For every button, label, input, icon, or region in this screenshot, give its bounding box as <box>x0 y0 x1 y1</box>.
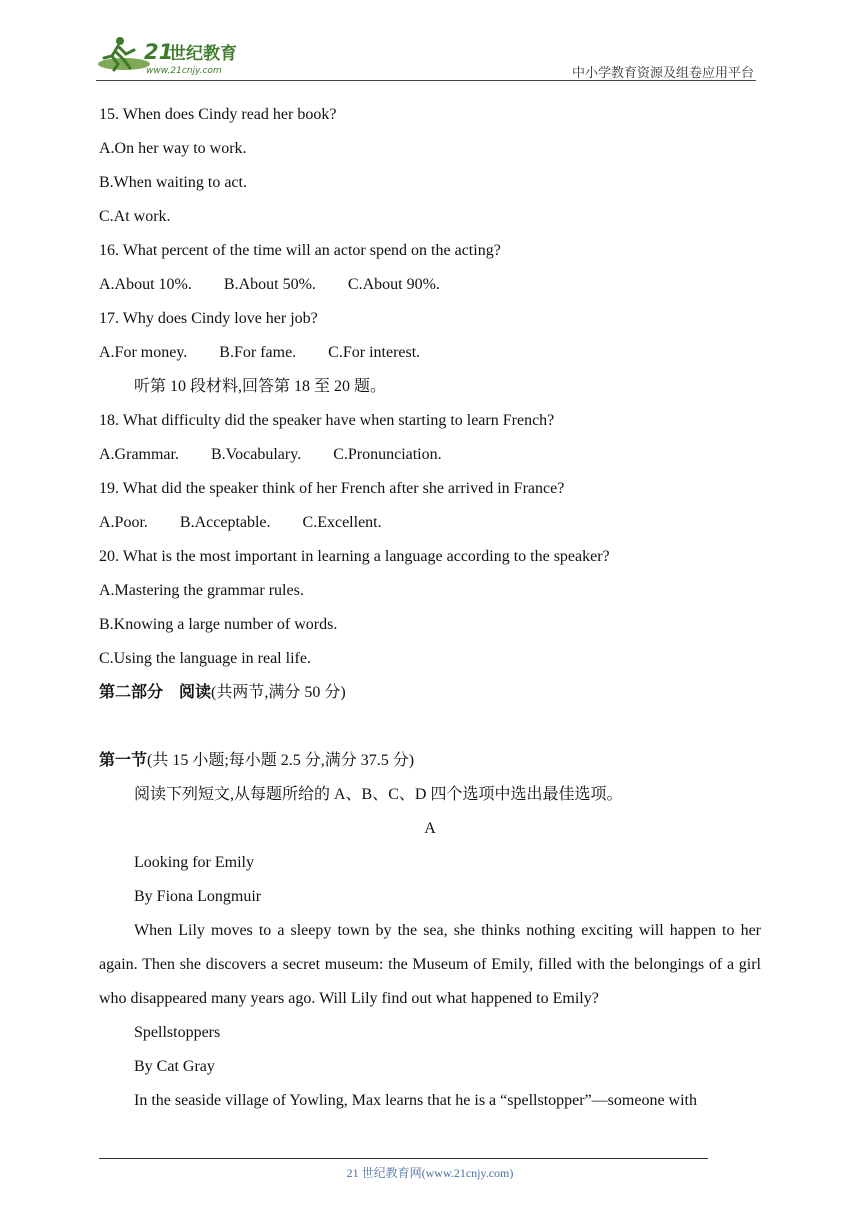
material-10-instruction: 听第 10 段材料,回答第 18 至 20 题。 <box>134 378 387 395</box>
q19-options <box>99 506 761 540</box>
section-1-heading <box>99 744 761 778</box>
q19-option-b: B.Acceptable. <box>179 514 271 531</box>
section-1-instruction: 阅读下列短文,从每题所给的 A、B、C、D 四个选项中选出最佳选项。 <box>134 786 623 803</box>
q20-option-a: A.Mastering the grammar rules. <box>99 582 304 599</box>
page-header <box>96 32 756 81</box>
book-2-title: Spellstoppers <box>134 1024 221 1041</box>
question-20: 20. What is the most important in learning a language according to the speaker? <box>99 548 610 565</box>
book-1-author: By Fiona Longmuir <box>134 888 262 905</box>
book-1-description: When Lily moves to a sleepy town by the sea, she thinks nothing exciting will happen to her again. Then she discovers a secret museum: the Museum of Emily, filled with the belongings of a girl who disappeared many years ago. Will Lily find out what happened to Emily? <box>99 922 761 1007</box>
q16-option-b: B.About 50%. <box>223 276 316 293</box>
footer-divider <box>99 1158 708 1159</box>
header-platform-name: 中小学教育资源及组卷应用平台 <box>571 66 754 81</box>
part-2-heading <box>99 676 761 710</box>
question-19: 19. What did the speaker think of her French after she arrived in France? <box>99 480 565 497</box>
section-1-note: (共 15 小题;每小题 2.5 分,满分 37.5 分) <box>147 752 415 769</box>
q20-option-c: C.Using the language in real life. <box>99 650 311 667</box>
question-17: 17. Why does Cindy love her job? <box>99 310 318 327</box>
q16-options <box>99 268 761 302</box>
part-2-title: 第二部分 阅读 <box>99 684 212 701</box>
svg-text:世纪教育: 世纪教育 <box>169 44 237 64</box>
q16-option-a: A.About 10%. <box>99 276 192 293</box>
part-2-note: (共两节,满分 50 分) <box>211 684 346 701</box>
q15-option-b: B.When waiting to act. <box>99 174 247 191</box>
document-body <box>99 98 761 1118</box>
q18-option-c: C.Pronunciation. <box>333 446 442 463</box>
header-divider <box>96 80 756 81</box>
footer-source: 21 世纪教育网(www.21cnjy.com) <box>346 1166 514 1180</box>
q18-option-a: A.Grammar. <box>99 446 179 463</box>
q16-option-c: C.About 90%. <box>347 276 440 293</box>
svg-text:21: 21 <box>144 40 174 64</box>
svg-text:www.21cnjy.com: www.21cnjy.com <box>146 66 222 76</box>
q17-option-c: C.For interest. <box>328 344 421 361</box>
question-15: 15. When does Cindy read her book? <box>99 106 337 123</box>
book-1-title: Looking for Emily <box>134 854 254 871</box>
passage-label: A <box>424 820 436 837</box>
q19-option-c: C.Excellent. <box>302 514 382 531</box>
q17-option-b: B.For fame. <box>219 344 297 361</box>
q17-option-a: A.For money. <box>99 344 188 361</box>
q20-option-b: B.Knowing a large number of words. <box>99 616 338 633</box>
q17-options <box>99 336 761 370</box>
question-18: 18. What difficulty did the speaker have when starting to learn French? <box>99 412 555 429</box>
site-logo <box>96 34 256 76</box>
q19-option-a: A.Poor. <box>99 514 148 531</box>
q15-option-a: A.On her way to work. <box>99 140 247 157</box>
q15-option-c: C.At work. <box>99 208 171 225</box>
q18-options <box>99 438 761 472</box>
section-1-title: 第一节 <box>99 752 148 769</box>
book-2-author: By Cat Gray <box>134 1058 215 1075</box>
book-2-description: In the seaside village of Yowling, Max learns that he is a “spellstopper”—someone with <box>134 1092 697 1109</box>
q18-option-b: B.Vocabulary. <box>210 446 302 463</box>
question-16: 16. What percent of the time will an actor spend on the acting? <box>99 242 501 259</box>
